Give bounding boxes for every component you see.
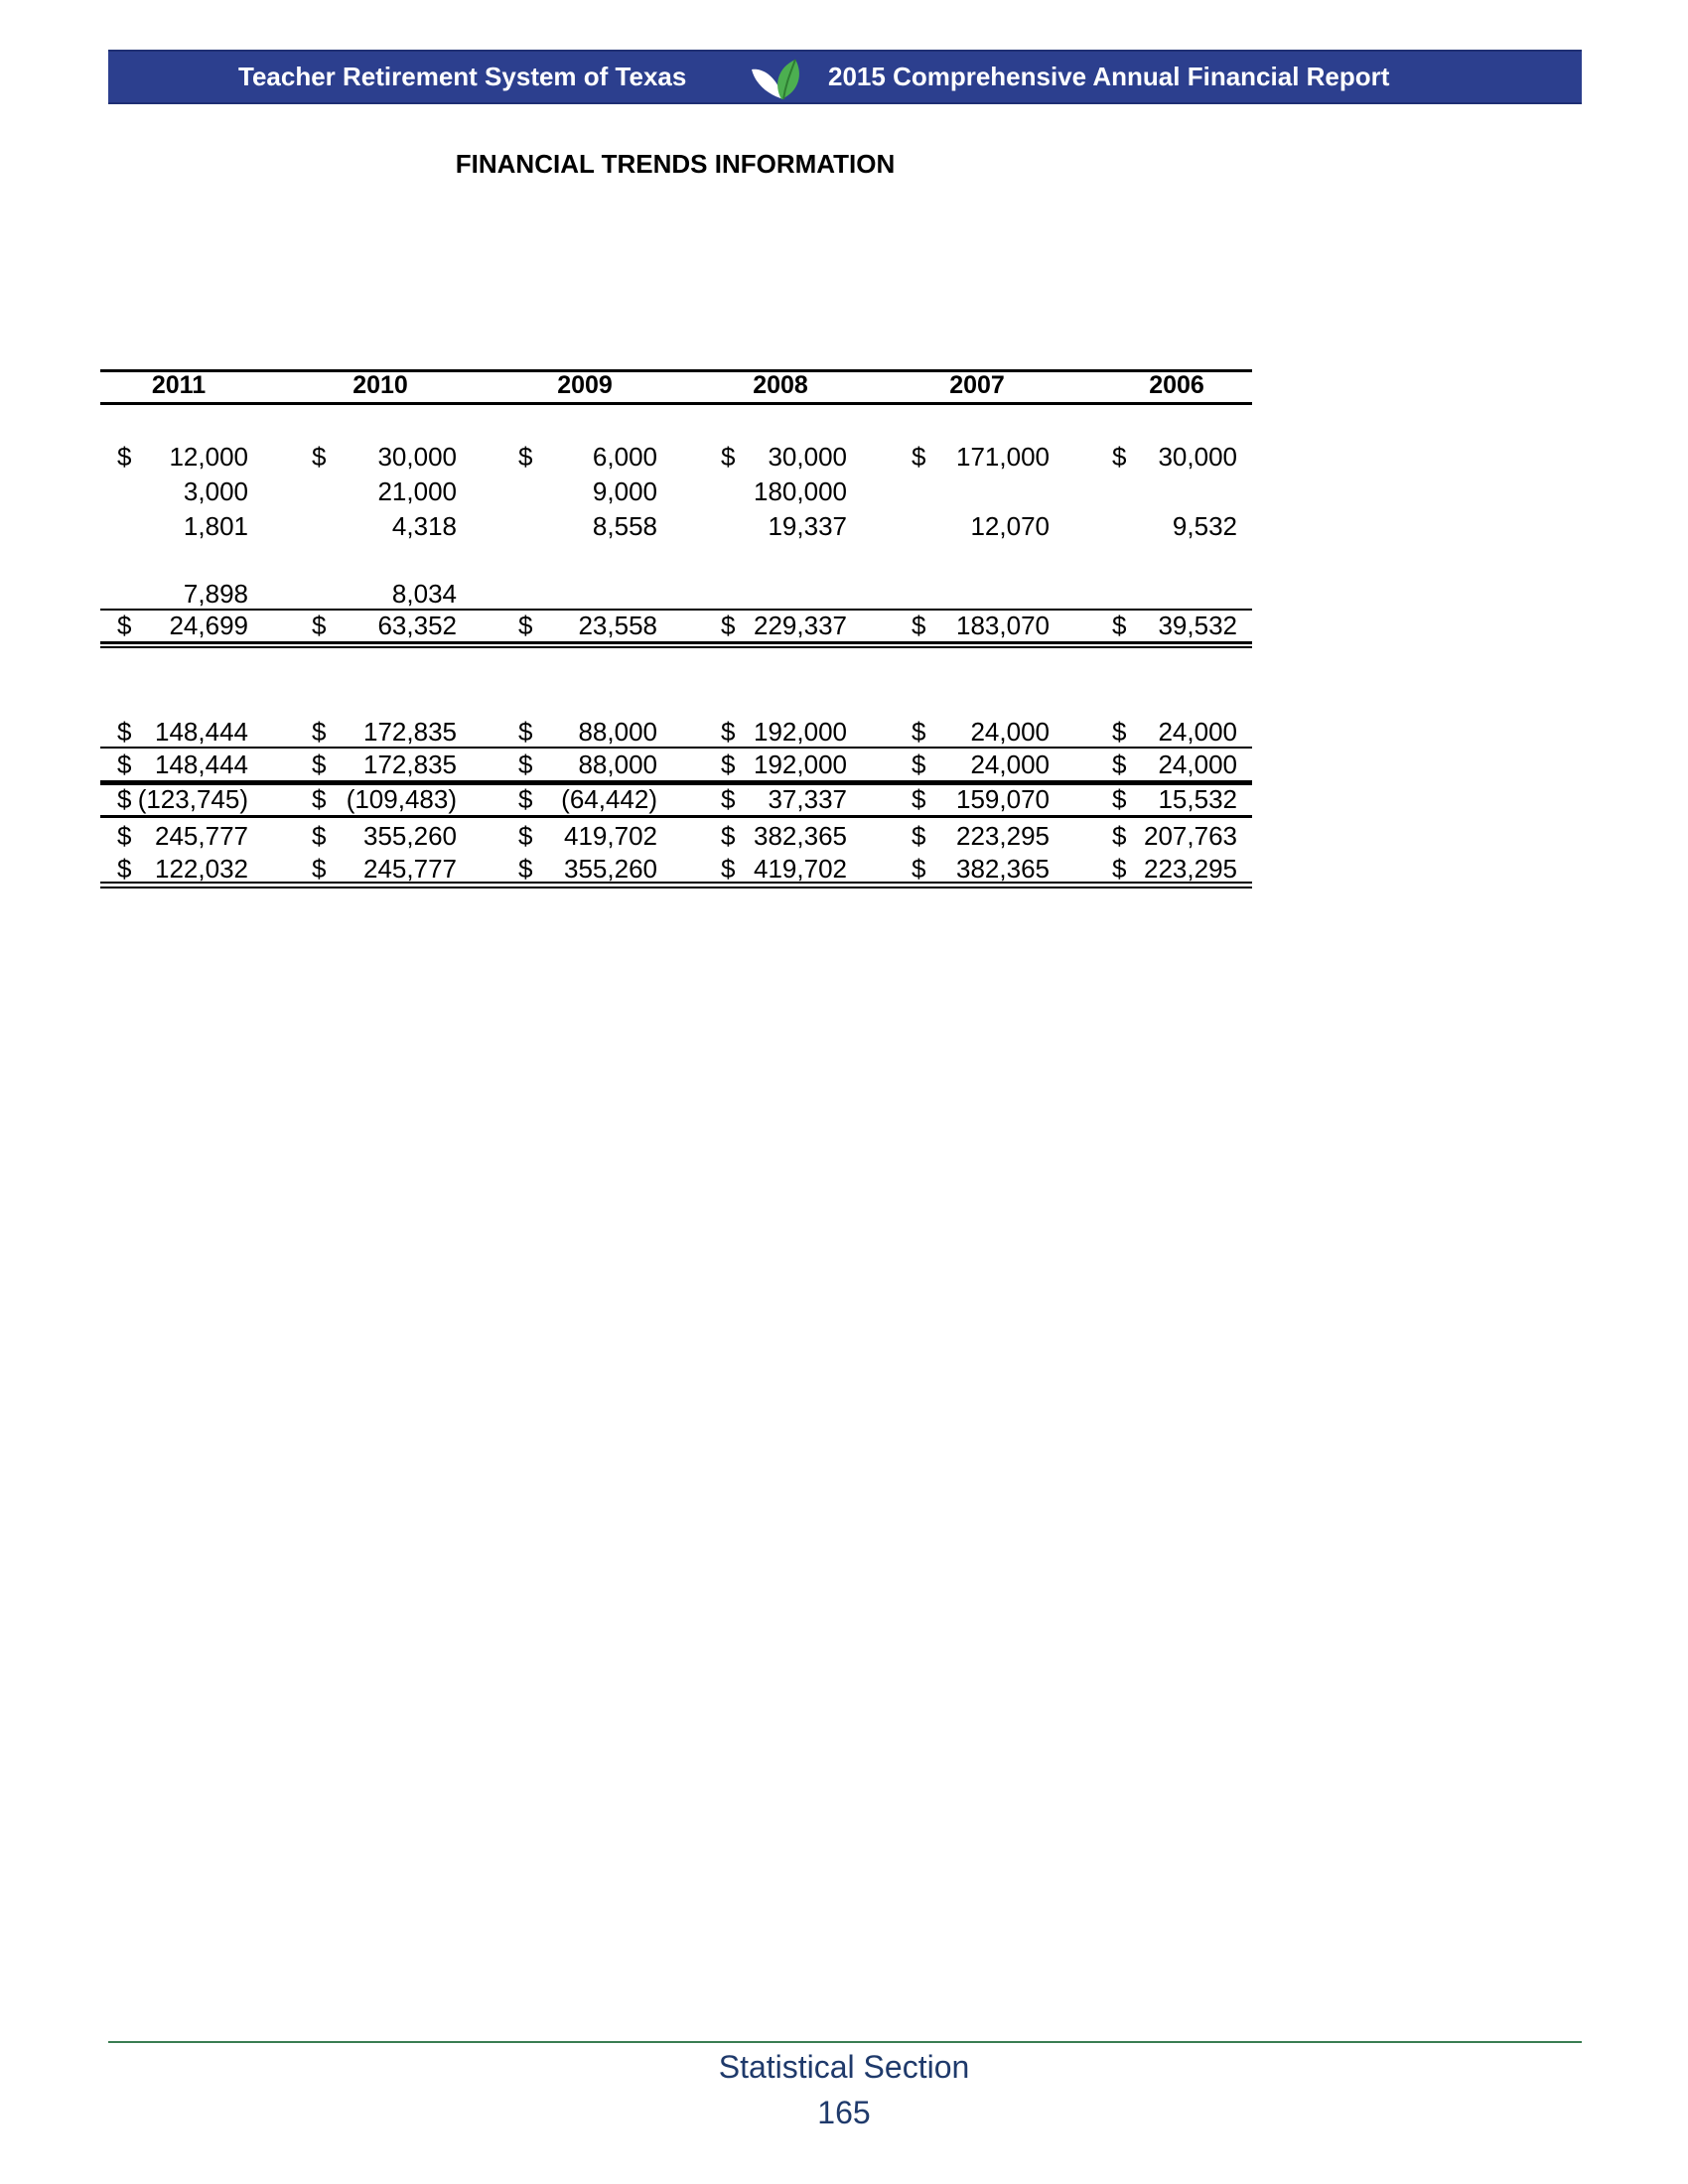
net-bottom-rule bbox=[100, 815, 1252, 818]
column-header-2008: 2008 bbox=[753, 371, 808, 399]
header-report-title: 2015 Comprehensive Annual Financial Report bbox=[828, 62, 1390, 91]
currency-symbol: $ bbox=[518, 442, 533, 472]
column-header-2006: 2006 bbox=[1149, 371, 1204, 399]
table-cell: 15,532 bbox=[1158, 784, 1237, 814]
footer-divider bbox=[108, 2041, 1582, 2043]
column-header-2009: 2009 bbox=[557, 371, 613, 399]
currency-symbol: $ bbox=[312, 750, 327, 779]
column-header-2010: 2010 bbox=[352, 371, 408, 399]
currency-symbol: $ bbox=[912, 821, 926, 851]
table-cell: 148,444 bbox=[155, 750, 248, 779]
table-cell: 3,000 bbox=[183, 477, 248, 506]
currency-symbol: $ bbox=[312, 854, 327, 884]
currency-symbol: $ bbox=[117, 854, 132, 884]
table-cell: 382,365 bbox=[956, 854, 1050, 884]
table-cell: (123,745) bbox=[137, 784, 248, 814]
table-cell: 4,318 bbox=[391, 511, 457, 541]
footer-section-label: Statistical Section bbox=[718, 2049, 970, 2085]
table-cell: 207,763 bbox=[1144, 821, 1237, 851]
currency-symbol: $ bbox=[721, 854, 736, 884]
column-header-2011: 2011 bbox=[151, 371, 207, 399]
table-cell: 6,000 bbox=[592, 442, 657, 472]
currency-symbol: $ bbox=[117, 717, 132, 747]
currency-symbol: $ bbox=[117, 784, 132, 814]
table-cell: 229,337 bbox=[754, 611, 847, 640]
currency-symbol: $ bbox=[518, 854, 533, 884]
table-cell: 7,898 bbox=[183, 579, 248, 609]
currency-symbol: $ bbox=[912, 750, 926, 779]
currency-symbol: $ bbox=[518, 611, 533, 640]
table-cell: 30,000 bbox=[377, 442, 457, 472]
section2-rule bbox=[100, 747, 1252, 749]
table-cell: 171,000 bbox=[956, 442, 1050, 472]
currency-symbol: $ bbox=[312, 717, 327, 747]
currency-symbol: $ bbox=[1112, 784, 1127, 814]
currency-symbol: $ bbox=[117, 442, 132, 472]
leaf-logo-icon bbox=[744, 56, 813, 103]
table-cell: 192,000 bbox=[754, 717, 847, 747]
currency-symbol: $ bbox=[1112, 442, 1127, 472]
end-rule-2 bbox=[100, 887, 1252, 888]
table-cell: 21,000 bbox=[377, 477, 457, 506]
header-bottom-rule bbox=[100, 402, 1252, 405]
currency-symbol: $ bbox=[1112, 717, 1127, 747]
table-cell: 88,000 bbox=[578, 750, 657, 779]
table-cell: 245,777 bbox=[155, 821, 248, 851]
table-cell: 37,337 bbox=[768, 784, 847, 814]
currency-symbol: $ bbox=[312, 784, 327, 814]
table-cell: 30,000 bbox=[1158, 442, 1237, 472]
table-cell: 183,070 bbox=[956, 611, 1050, 640]
table-cell: 223,295 bbox=[1144, 854, 1237, 884]
currency-symbol: $ bbox=[912, 784, 926, 814]
page-title: FINANCIAL TRENDS INFORMATION bbox=[455, 149, 896, 179]
currency-symbol: $ bbox=[721, 442, 736, 472]
table-cell: (109,483) bbox=[346, 784, 457, 814]
currency-symbol: $ bbox=[1112, 821, 1127, 851]
table-cell: 122,032 bbox=[155, 854, 248, 884]
table-cell: 24,000 bbox=[970, 750, 1050, 779]
table-cell: 8,034 bbox=[391, 579, 457, 609]
table-cell: 12,000 bbox=[169, 442, 248, 472]
column-header-2007: 2007 bbox=[949, 371, 1005, 399]
total-bottom-rule-2 bbox=[100, 646, 1252, 648]
currency-symbol: $ bbox=[912, 442, 926, 472]
table-cell: 172,835 bbox=[363, 750, 457, 779]
table-cell: 88,000 bbox=[578, 717, 657, 747]
table-cell: 9,532 bbox=[1172, 511, 1237, 541]
table-cell: 8,558 bbox=[592, 511, 657, 541]
currency-symbol: $ bbox=[1112, 611, 1127, 640]
table-cell: 192,000 bbox=[754, 750, 847, 779]
table-cell: 148,444 bbox=[155, 717, 248, 747]
table-cell: (64,442) bbox=[561, 784, 657, 814]
table-cell: 1,801 bbox=[183, 511, 248, 541]
currency-symbol: $ bbox=[721, 821, 736, 851]
currency-symbol: $ bbox=[721, 784, 736, 814]
currency-symbol: $ bbox=[518, 784, 533, 814]
currency-symbol: $ bbox=[117, 750, 132, 779]
table-cell: 223,295 bbox=[956, 821, 1050, 851]
currency-symbol: $ bbox=[912, 854, 926, 884]
table-cell: 245,777 bbox=[363, 854, 457, 884]
table-cell: 172,835 bbox=[363, 717, 457, 747]
table-cell: 419,702 bbox=[754, 854, 847, 884]
table-cell: 24,000 bbox=[1158, 717, 1237, 747]
currency-symbol: $ bbox=[312, 442, 327, 472]
currency-symbol: $ bbox=[912, 611, 926, 640]
currency-symbol: $ bbox=[312, 821, 327, 851]
table-cell: 382,365 bbox=[754, 821, 847, 851]
currency-symbol: $ bbox=[117, 821, 132, 851]
currency-symbol: $ bbox=[721, 750, 736, 779]
table-cell: 355,260 bbox=[363, 821, 457, 851]
table-top-rule bbox=[100, 369, 1252, 372]
table-cell: 24,000 bbox=[970, 717, 1050, 747]
table-cell: 180,000 bbox=[754, 477, 847, 506]
page-number: 165 bbox=[817, 2095, 871, 2130]
currency-symbol: $ bbox=[518, 821, 533, 851]
table-cell: 63,352 bbox=[377, 611, 457, 640]
total-bottom-rule-1 bbox=[100, 641, 1252, 644]
currency-symbol: $ bbox=[117, 611, 132, 640]
table-cell: 24,000 bbox=[1158, 750, 1237, 779]
table-cell: 419,702 bbox=[564, 821, 657, 851]
currency-symbol: $ bbox=[1112, 750, 1127, 779]
table-cell: 19,337 bbox=[768, 511, 847, 541]
table-cell: 159,070 bbox=[956, 784, 1050, 814]
currency-symbol: $ bbox=[518, 750, 533, 779]
header-banner bbox=[108, 50, 1582, 104]
currency-symbol: $ bbox=[518, 717, 533, 747]
table-cell: 30,000 bbox=[768, 442, 847, 472]
table-cell: 23,558 bbox=[578, 611, 657, 640]
table-cell: 12,070 bbox=[970, 511, 1050, 541]
currency-symbol: $ bbox=[1112, 854, 1127, 884]
table-cell: 355,260 bbox=[564, 854, 657, 884]
table-cell: 9,000 bbox=[592, 477, 657, 506]
currency-symbol: $ bbox=[312, 611, 327, 640]
header-org-title: Teacher Retirement System of Texas bbox=[238, 62, 687, 91]
currency-symbol: $ bbox=[721, 717, 736, 747]
table-cell: 39,532 bbox=[1158, 611, 1237, 640]
currency-symbol: $ bbox=[912, 717, 926, 747]
currency-symbol: $ bbox=[721, 611, 736, 640]
table-cell: 24,699 bbox=[169, 611, 248, 640]
